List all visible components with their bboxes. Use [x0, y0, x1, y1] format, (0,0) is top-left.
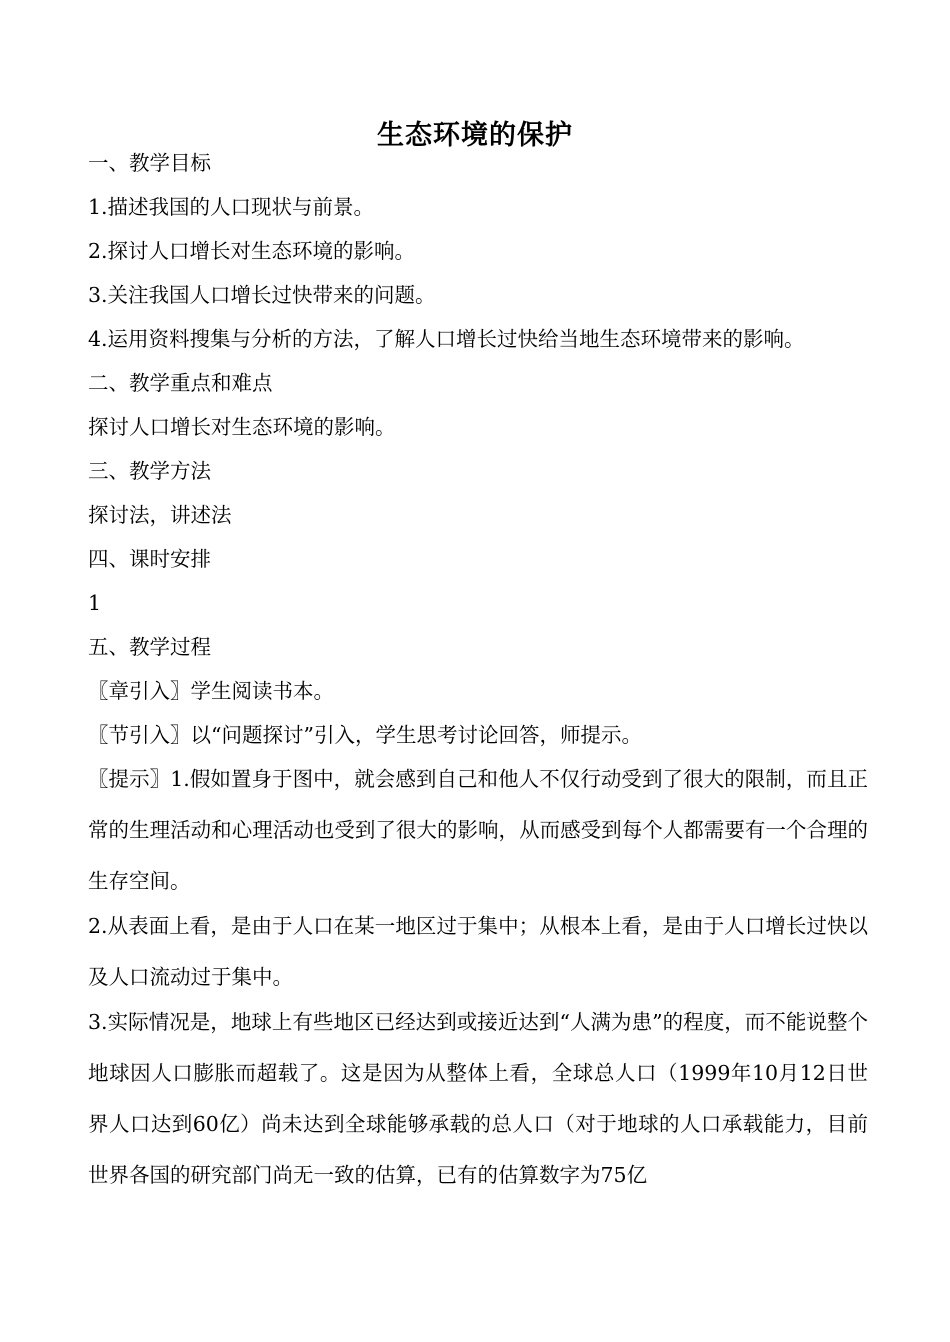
- document-title: 生态环境的保护: [377, 120, 573, 151]
- hint-paragraph-3: 3.实际情况是，地球上有些地区已经达到或接近达到“人满为患”的程度，而不能说整个地球因人口膨胀而超载了。这是因为从整体上看，全球总人口（1999年10月12日世界人口达到60亿）尚未达到全球能够承载的总人口（对于地球的人口承载能力，目前世界各国的研究部门尚无一致的估算，已有的估算数字为75亿: [88, 1010, 868, 1187]
- section-heading-schedule: 四、课时安排: [88, 547, 211, 571]
- document-body: [88, 148, 868, 1205]
- section-intro: 〖节引入〗以“问题探讨”引入，学生思考讨论回答，师提示。: [88, 723, 642, 747]
- objective-item-4: 4.运用资料搜集与分析的方法，了解人口增长过快给当地生态环境带来的影响。: [88, 327, 805, 351]
- section-heading-process: 五、教学过程: [88, 635, 211, 659]
- objective-item-1: 1.描述我国的人口现状与前景。: [88, 195, 375, 219]
- key-points-text: 探讨人口增长对生态环境的影响。: [88, 415, 396, 439]
- hint-paragraph-1: 〖提示〗1.假如置身于图中，就会感到自己和他人不仅行动受到了很大的限制，而且正常的生理活动和心理活动也受到了很大的影响，从而感受到每个人都需要有一个合理的生存空间。: [88, 767, 868, 893]
- hint-paragraph-2: 2.从表面上看，是由于人口在某一地区过于集中；从根本上看，是由于人口增长过快以及人口流动过于集中。: [88, 914, 868, 989]
- objective-item-3: 3.关注我国人口增长过快带来的问题。: [88, 283, 436, 307]
- section-heading-methods: 三、教学方法: [88, 459, 211, 483]
- schedule-text: 1: [88, 591, 102, 615]
- chapter-intro: 〖章引入〗学生阅读书本。: [88, 679, 334, 703]
- section-heading-key-points: 二、教学重点和难点: [88, 371, 273, 395]
- objective-item-2: 2.探讨人口增长对生态环境的影响。: [88, 239, 416, 263]
- methods-text: 探讨法，讲述法: [88, 503, 232, 527]
- section-heading-objectives: 一、教学目标: [88, 151, 211, 175]
